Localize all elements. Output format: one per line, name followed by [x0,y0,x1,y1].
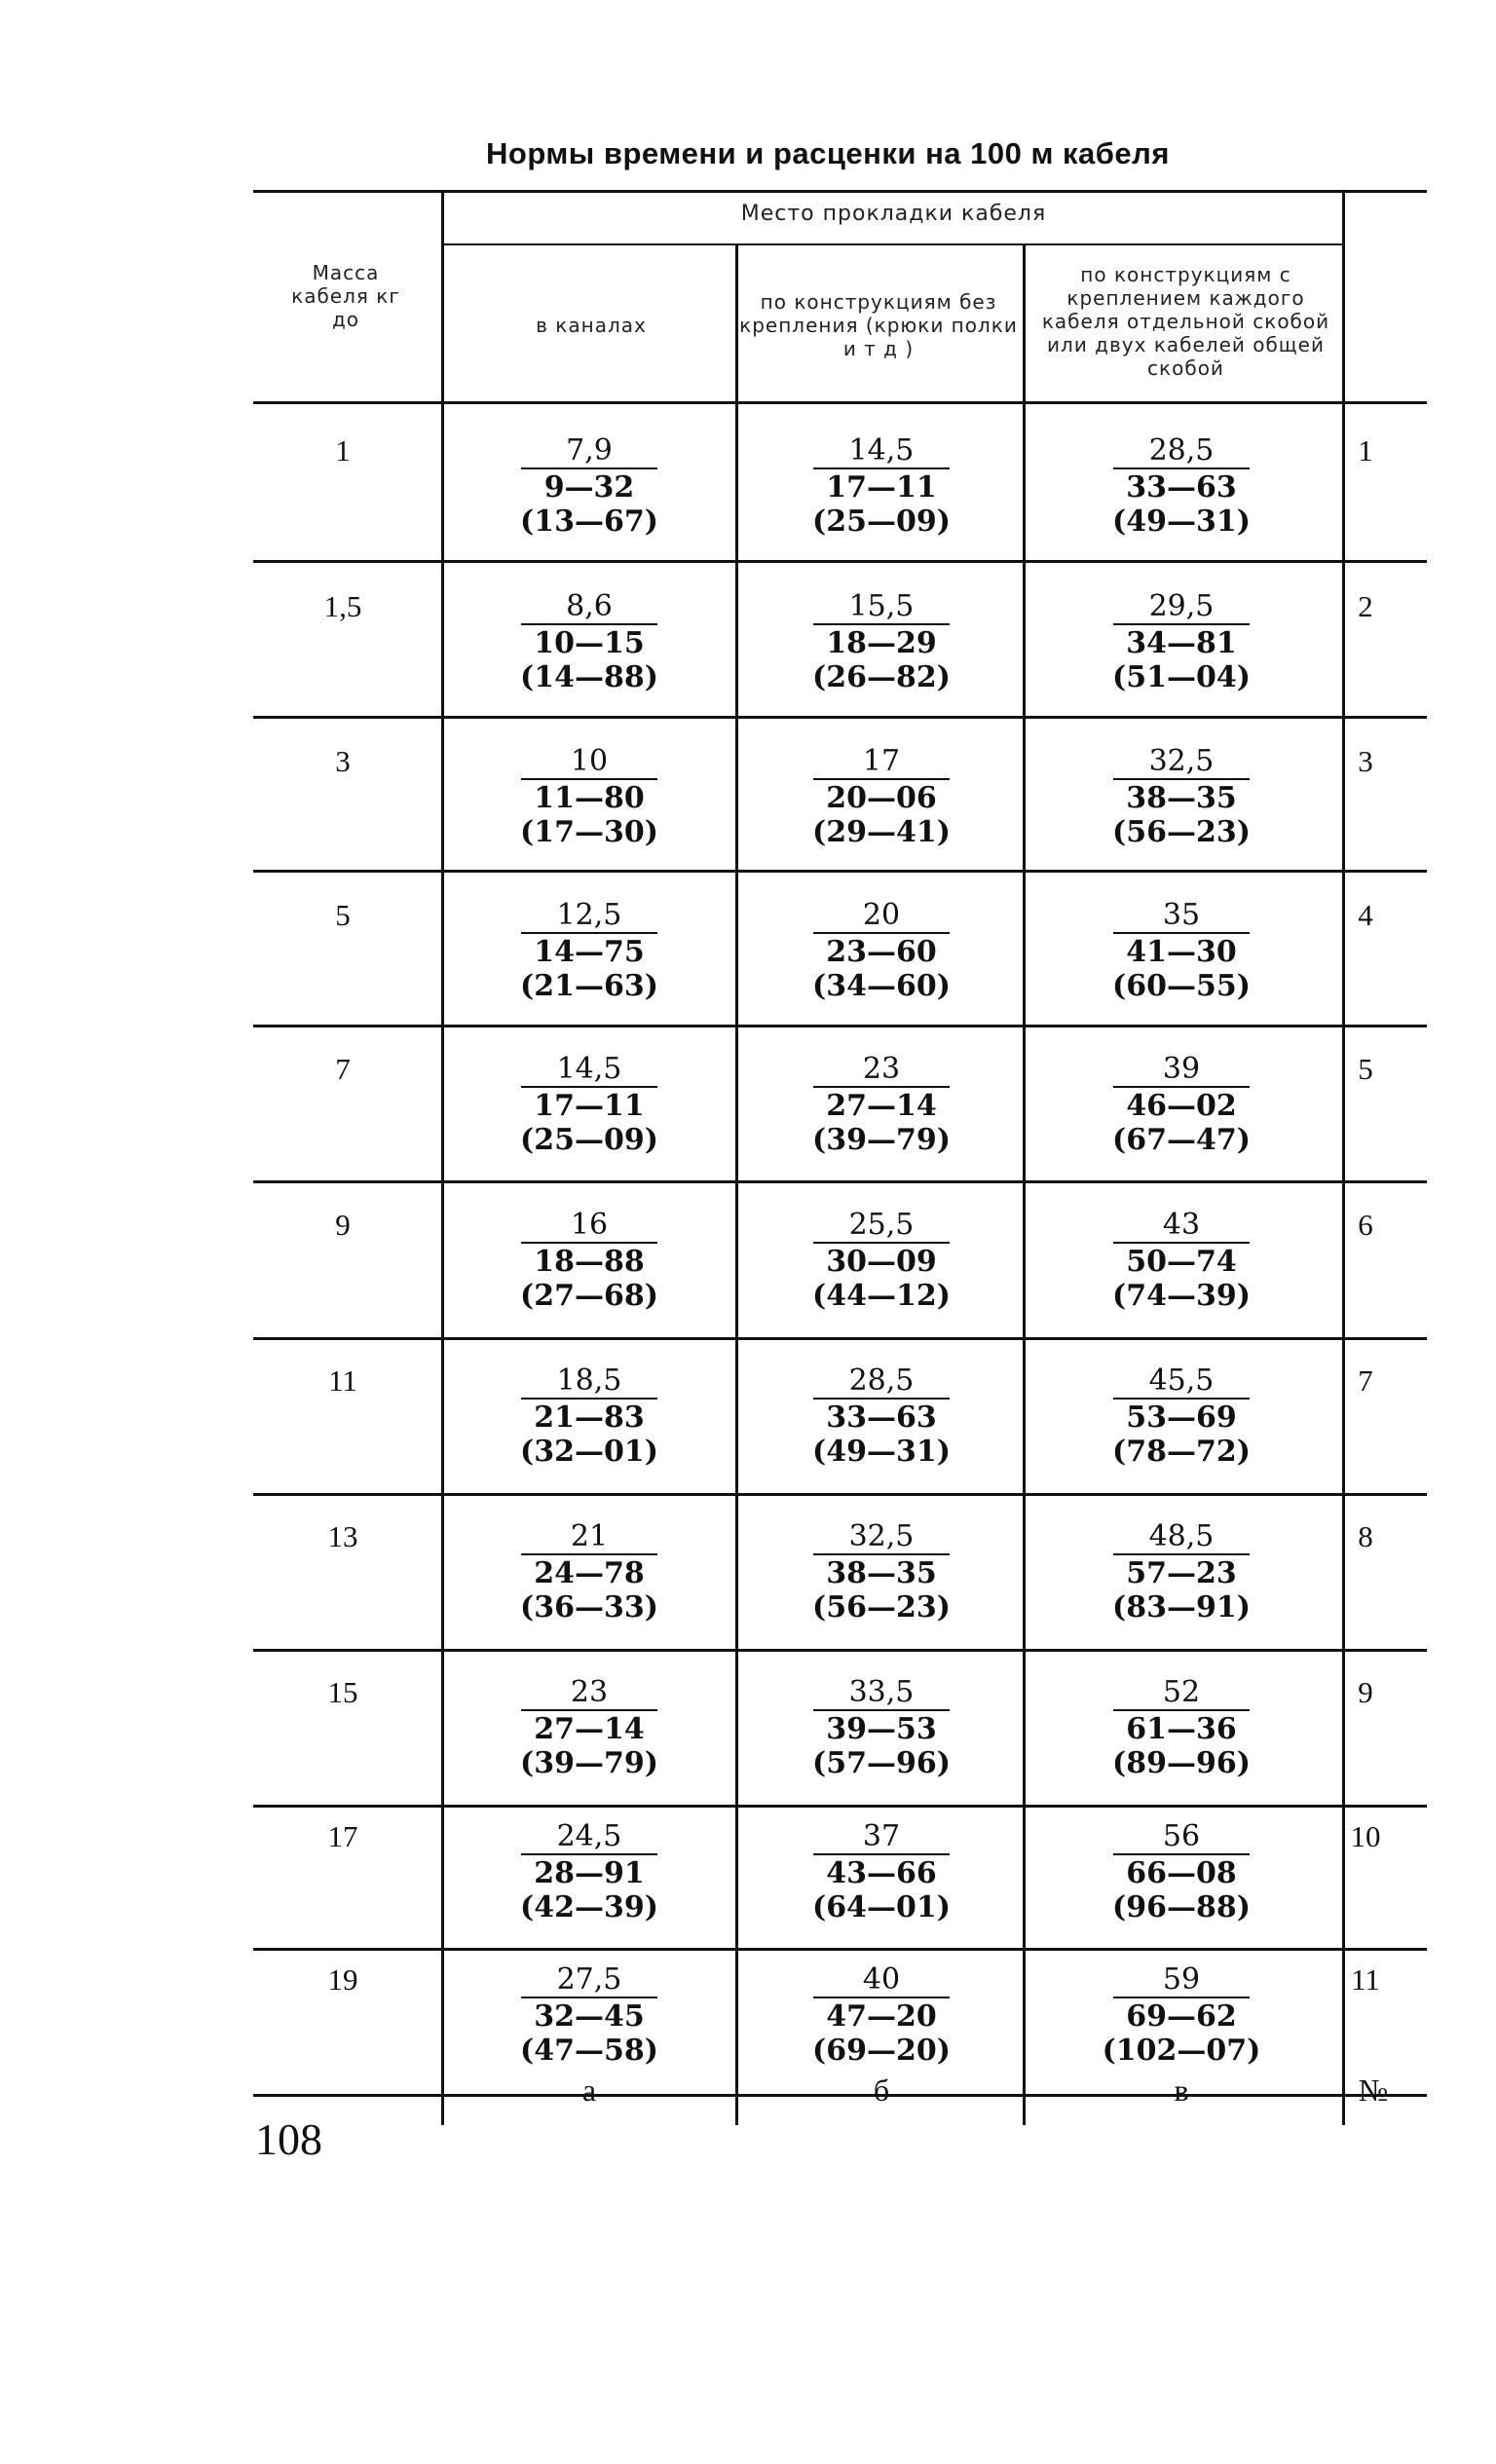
time-norm: 52 [1162,1675,1201,1709]
group-header-rule [443,243,1344,245]
row-separator [253,1649,1427,1652]
rate-cell [784,1675,979,1780]
row-number: 2 [1358,589,1373,623]
time-norm: 7,9 [566,433,613,467]
row-separator [253,560,1427,563]
time-norm: 56 [1162,1819,1201,1853]
rate-alt: (39—79) [812,1123,951,1157]
fraction-bar [813,778,950,780]
page-title: Нормы времени и расценки на 100 м кабеля [486,136,1170,170]
rate-alt: (57—96) [812,1746,951,1780]
time-norm: 35 [1162,898,1201,932]
fraction-bar [813,467,950,469]
rate-alt: (25—09) [812,504,951,539]
time-norm: 17 [862,744,901,778]
footer-label-c: в [1174,2072,1189,2108]
rate-cell [492,1519,687,1624]
fraction-bar [521,1086,657,1088]
fraction-bar [521,1553,657,1555]
time-norm: 12,5 [556,898,622,932]
time-norm: 23 [570,1675,609,1709]
rate: 32—45 [534,1999,645,2034]
rate-cell [784,1819,979,1924]
rate-cell [1084,433,1279,539]
fraction-bar [521,467,657,469]
rate: 23—60 [826,935,937,969]
rate-alt: (64—01) [812,1890,951,1924]
rate-cell [1084,1363,1279,1469]
rate-cell [492,433,687,539]
rate-alt: (14—88) [520,660,658,694]
rate-cell [1084,744,1279,849]
row-number: 6 [1358,1208,1373,1242]
row-number: 1 [1358,433,1373,467]
fraction-bar [1113,1709,1250,1711]
header-bottom-rule [253,401,1427,404]
rate: 39—53 [826,1712,937,1746]
time-norm: 39 [1162,1052,1201,1086]
page-number: 108 [255,2114,322,2164]
time-norm: 16 [570,1208,609,1242]
mass-value: 3 [335,744,351,778]
time-norm: 37 [862,1819,901,1853]
rate: 28—91 [534,1856,645,1890]
fraction-bar [521,1242,657,1244]
fraction-bar [813,1853,950,1855]
mass-value: 15 [327,1675,358,1709]
row-separator [253,1337,1427,1340]
time-norm: 8,6 [566,589,613,623]
rate-alt: (47—58) [520,2034,658,2068]
time-norm: 32,5 [1148,744,1215,778]
time-norm: 25,5 [848,1208,915,1242]
fraction-bar [1113,1398,1250,1400]
row-separator [253,716,1427,719]
rate-alt: (27—68) [520,1279,658,1313]
row-number: 4 [1358,898,1373,932]
rate-cell [784,898,979,1003]
fraction-bar [1113,1086,1250,1088]
row-number: 9 [1358,1675,1373,1709]
time-norm: 32,5 [848,1519,915,1553]
row-number: 3 [1358,744,1373,778]
rate-alt: (83—91) [1112,1590,1251,1624]
fraction-bar [813,1398,950,1400]
rate-cell [784,1962,979,2068]
rate-cell [492,898,687,1003]
footer-label-b: б [873,2072,890,2108]
time-norm: 14,5 [848,433,915,467]
rate-cell [1084,1519,1279,1624]
row-number: 10 [1350,1819,1381,1853]
rate-alt: (49—31) [812,1435,951,1469]
rate: 10—15 [534,626,645,660]
rate: 18—29 [826,626,937,660]
rate-alt: (49—31) [1112,504,1251,539]
time-norm: 29,5 [1148,589,1215,623]
fraction-bar [813,623,950,625]
fraction-bar [1113,1242,1250,1244]
mass-value: 17 [327,1819,358,1853]
fraction-bar [521,932,657,934]
rate-cell [784,1208,979,1313]
time-norm: 23 [862,1052,901,1086]
time-norm: 14,5 [556,1052,622,1086]
rate-cell [1084,1819,1279,1924]
fraction-bar [521,623,657,625]
rate-alt: (17—30) [520,815,658,849]
mass-value: 9 [335,1208,351,1242]
rate: 43—66 [826,1856,937,1890]
rate: 46—02 [1126,1089,1237,1123]
rate: 41—30 [1126,935,1237,969]
rate: 24—78 [534,1556,645,1590]
rate-alt: (44—12) [812,1279,951,1313]
fraction-bar [813,932,950,934]
rate-cell [492,1962,687,2068]
rate: 20—06 [826,781,937,815]
rate-alt: (78—72) [1112,1435,1251,1469]
rate-cell [492,1363,687,1469]
row-separator [253,870,1427,873]
rate-cell [1084,1675,1279,1780]
mass-value: 7 [335,1052,351,1086]
rate-cell [784,589,979,694]
rate-alt: (56—23) [812,1590,951,1624]
mass-value: 1,5 [323,589,362,623]
rate: 33—63 [1126,470,1237,504]
rate-cell [784,744,979,849]
header-mass: Масса кабеля кг до [291,261,400,331]
rate-cell [1084,1052,1279,1157]
fraction-bar [1113,1553,1250,1555]
rate-cell [1084,1962,1279,2068]
time-norm: 28,5 [1148,433,1215,467]
mass-value: 13 [327,1519,358,1553]
time-norm: 15,5 [848,589,915,623]
rate-alt: (26—82) [812,660,951,694]
rate-alt: (36—33) [520,1590,658,1624]
fraction-bar [521,1997,657,1998]
fraction-bar [521,1709,657,1711]
row-separator [253,1805,1427,1808]
rate-alt: (102—07) [1102,2034,1261,2068]
rate-cell [492,1208,687,1313]
row-separator [253,1948,1427,1951]
mass-value: 11 [328,1363,357,1398]
time-norm: 21 [570,1519,609,1553]
rate-alt: (60—55) [1112,969,1251,1003]
rate-cell [1084,589,1279,694]
rate: 47—20 [826,1999,937,2034]
rate-alt: (51—04) [1112,660,1251,694]
rate: 53—69 [1126,1400,1237,1435]
time-norm: 59 [1162,1962,1201,1997]
row-number: 11 [1351,1962,1380,1997]
col-divider-ab [735,243,738,2125]
time-norm: 24,5 [556,1819,622,1853]
mass-value: 19 [327,1962,358,1997]
rate-cell [784,1363,979,1469]
rate-alt: (32—01) [520,1435,658,1469]
fraction-bar [813,1997,950,1998]
rate: 18—88 [534,1245,645,1279]
rate: 34—81 [1126,626,1237,660]
rate: 38—35 [1126,781,1237,815]
rate-alt: (96—88) [1112,1890,1251,1924]
footer-label-a: а [581,2072,597,2108]
time-norm: 27,5 [556,1962,622,1997]
fraction-bar [521,778,657,780]
mass-value: 1 [335,433,351,467]
time-norm: 10 [570,744,609,778]
rate-cell [492,589,687,694]
fraction-bar [813,1709,950,1711]
fraction-bar [1113,1853,1250,1855]
time-norm: 48,5 [1148,1519,1215,1553]
rate: 50—74 [1126,1245,1237,1279]
col-divider-mass [441,190,444,2125]
time-norm: 40 [862,1962,901,1997]
rate-cell [492,744,687,849]
rate: 38—35 [826,1556,937,1590]
rate-cell [784,1519,979,1624]
rate-cell [492,1052,687,1157]
row-separator [253,1180,1427,1183]
rate: 30—09 [826,1245,937,1279]
rate-alt: (89—96) [1112,1746,1251,1780]
fraction-bar [1113,932,1250,934]
rate-alt: (29—41) [812,815,951,849]
rate: 27—14 [826,1089,937,1123]
row-number: 8 [1358,1519,1373,1553]
time-norm: 33,5 [848,1675,915,1709]
rate-alt: (13—67) [520,504,658,539]
rate: 21—83 [534,1400,645,1435]
row-number: 7 [1358,1363,1373,1398]
fraction-bar [521,1398,657,1400]
fraction-bar [521,1853,657,1855]
fraction-bar [1113,1997,1250,1998]
rate-cell [784,1052,979,1157]
rate: 17—11 [534,1089,645,1123]
time-norm: 45,5 [1148,1363,1215,1398]
time-norm: 20 [862,898,901,932]
rate: 11—80 [534,781,645,815]
rate-cell [492,1819,687,1924]
header-col-c: по конструкциям с креплением каждого кабеля отдельной скобой или двух кабелей общей скобой [1041,263,1330,380]
rate-cell [492,1675,687,1780]
fraction-bar [813,1242,950,1244]
rate: 33—63 [826,1400,937,1435]
header-group: Место прокладки кабеля [740,202,1047,226]
mass-value: 5 [335,898,351,932]
footer-label-num: № [1358,2072,1389,2108]
header-col-a: в каналах [536,314,647,337]
rate: 27—14 [534,1712,645,1746]
rate-cell [1084,1208,1279,1313]
time-norm: 28,5 [848,1363,915,1398]
row-separator [253,1493,1427,1496]
table-top-rule [253,190,1427,193]
rate-cell [784,433,979,539]
fraction-bar [1113,467,1250,469]
rate-alt: (69—20) [812,2034,951,2068]
rate-alt: (74—39) [1112,1279,1251,1313]
rate-alt: (21—63) [520,969,658,1003]
rate-alt: (56—23) [1112,815,1251,849]
rate-cell [1084,898,1279,1003]
fraction-bar [1113,778,1250,780]
rate: 14—75 [534,935,645,969]
time-norm: 43 [1162,1208,1201,1242]
rate-alt: (25—09) [520,1123,658,1157]
rate: 69—62 [1126,1999,1237,2034]
col-divider-bc [1023,243,1026,2125]
rate-alt: (39—79) [520,1746,658,1780]
fraction-bar [1113,623,1250,625]
rate: 57—23 [1126,1556,1237,1590]
fraction-bar [813,1086,950,1088]
row-number: 5 [1358,1052,1373,1086]
rate: 66—08 [1126,1856,1237,1890]
header-col-b: по конструкциям без крепления (крюки полки и т д ) [739,290,1018,360]
rate-alt: (42—39) [520,1890,658,1924]
rate-alt: (67—47) [1112,1123,1251,1157]
time-norm: 18,5 [556,1363,622,1398]
rate: 9—32 [543,470,635,504]
row-separator [253,1025,1427,1027]
rate: 17—11 [826,470,937,504]
fraction-bar [813,1553,950,1555]
rate: 61—36 [1126,1712,1237,1746]
rate-alt: (34—60) [812,969,951,1003]
